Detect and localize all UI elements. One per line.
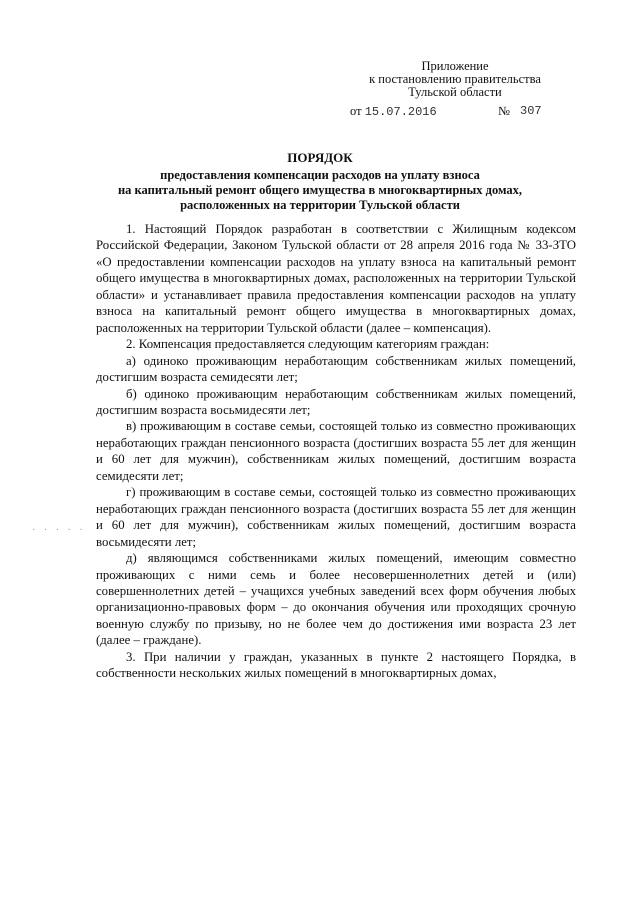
- document-body: [96, 221, 576, 682]
- item-g: г) проживающим в составе семьи, состоящей только из совместно проживающих неработающих граждан пенсионного возраста (достигших возраста 55 лет для женщин и 60 лет для мужчин), собственникам жилых помещений, достигшим возраста восьмидесяти лет;: [96, 485, 576, 549]
- subtitle-line: расположенных на территории Тульской области: [180, 198, 460, 212]
- appendix-header: [350, 60, 560, 99]
- item-v: в) проживающим в составе семьи, состоящей только из совместно проживающих неработающих граждан пенсионного возраста (достигших возраста 55 лет для женщин и 60 лет для мужчин), собственникам жилых помещений, достигшим возраста семидесяти лет;: [96, 419, 576, 483]
- document-title: ПОРЯДОК: [287, 150, 353, 165]
- resolution-date: 15.07.2016: [364, 105, 437, 119]
- appendix-line: к постановлению правительства: [369, 72, 541, 86]
- document-subtitle: [60, 168, 580, 213]
- scan-artifact: · · · · ·: [32, 525, 86, 536]
- resolution-date-number: [350, 104, 570, 119]
- number-label: №: [498, 104, 510, 118]
- paragraph-1: 1. Настоящий Порядок разработан в соответствии с Жилищным кодексом Российской Федерации, Законом Тульской области от 28 апреля 2016 года № 33-ЗТО «О предоставлении компенсации расходов на уплату взноса на капитальный ремонт общего имущества в многоквартирных домах, расположенных на территории Тульской области» и устанавливает правила предоставления компенсации расходов на уплату взноса на капитальный ремонт общего имущества в многоквартирных домах, расположенных на территории Тульской области (далее – компенсация).: [96, 222, 576, 335]
- paragraph-3: 3. При наличии у граждан, указанных в пункте 2 настоящего Порядка, в собственности нескольких жилых помещений в многоквартирных домах,: [96, 649, 576, 681]
- resolution-number: 307: [520, 104, 542, 118]
- appendix-line: Приложение: [421, 59, 489, 73]
- paragraph-2: 2. Компенсация предоставляется следующим категориям граждан:: [126, 337, 490, 352]
- item-d: д) являющимся собственниками жилых помещений, имеющим совместно проживающих с ними семь и более несовершеннолетних детей и (или) совершеннолетних детей – учащихся учебных заведений всех форм обучения любых организационно-правовых форм – до окончания обучения или проходящих срочную военную службу по призыву, но не более чем до достижения ими возраста 23 лет (далее – граждане).: [96, 551, 576, 648]
- date-label: от: [350, 104, 362, 118]
- appendix-line: Тульской области: [408, 85, 502, 99]
- item-a: а) одиноко проживающим неработающим собственникам жилых помещений, достигшим возраста семидесяти лет;: [96, 353, 576, 385]
- subtitle-line: предоставления компенсации расходов на уплату взноса: [160, 168, 480, 182]
- subtitle-line: на капитальный ремонт общего имущества в многоквартирных домах,: [117, 183, 523, 197]
- item-b: б) одиноко проживающим неработающим собственникам жилых помещений, достигшим возраста восьмидесяти лет;: [96, 386, 576, 417]
